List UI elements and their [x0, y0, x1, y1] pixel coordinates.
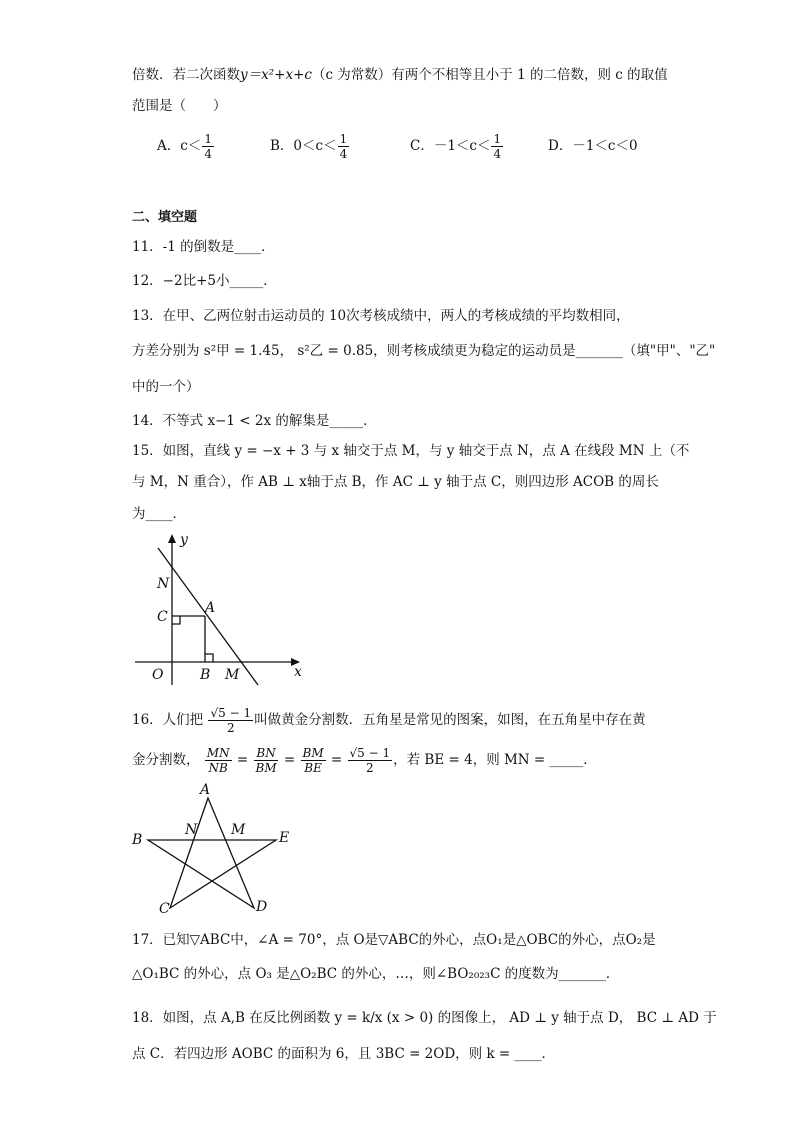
q16-line2: 金分割数， $\frac{MN}{NB}$ = $\frac{BN}{BM}$ = $\frac{BM}{BE}$ = $\frac{√5 - 1}{2}$ ，若 BE = 4，则 MN = _____．	[132, 746, 597, 775]
frac-den: BM	[255, 761, 277, 775]
q10-text-a: 倍数．若二次函数	[132, 67, 240, 83]
label-m: M	[225, 667, 240, 683]
ratio-mn-nb	[205, 746, 232, 775]
label-b: B	[200, 667, 211, 683]
q17-line1: 17．已知▽ABC中，∠A = 70°，点 O是▽ABC的外心，点O₁是△OBC的外心，点O₂是	[132, 932, 656, 948]
q10-line2: 范围是（ ）	[132, 98, 227, 114]
label-n: N	[185, 822, 198, 838]
ratio-bm-be	[301, 746, 326, 775]
q16-text-d: ，若 BE = 4，则 MN = _____．	[393, 752, 597, 768]
golden-ratio-fraction	[208, 706, 253, 735]
q10-text-b: （c 为常数）有两个不相等且小于 1 的二倍数，则 c 的取值	[311, 67, 668, 83]
option-b-label: B．0＜c＜	[270, 138, 337, 154]
ratio-golden	[348, 746, 393, 775]
frac-den: 4	[493, 147, 502, 161]
option-a-fraction	[202, 132, 214, 161]
y-arrow	[168, 534, 176, 543]
label-a: A	[200, 782, 211, 798]
q10-option-a	[157, 132, 215, 161]
q15-figure	[130, 530, 310, 690]
label-b: B	[132, 832, 143, 848]
q13-line2: 方差分别为 s²甲 = 1.45， s²乙 = 0.85，则考核成绩更为稳定的运动员是_______（填"甲"、"乙"	[132, 343, 716, 359]
q15-line3: 为____．	[132, 506, 186, 522]
q18-line2: 点 C．若四边形 AOBC 的面积为 6，且 3BC = 2OD，则 k = ____．	[132, 1046, 556, 1062]
frac-den: 4	[204, 147, 212, 161]
frac-num: 1	[204, 132, 212, 146]
q16-line1	[132, 706, 646, 735]
label-x: x	[294, 664, 302, 680]
q15-line2: 与 M，N 重合），作 AB ⊥ x轴于点 B，作 AC ⊥ y 轴于点 C，则四边形 ACOB 的周长	[132, 474, 659, 490]
frac-den: 2	[366, 761, 374, 775]
section-title: 二、填空题	[132, 210, 198, 225]
frac-num: √5 − 1	[210, 706, 252, 720]
frac-num: MN	[206, 746, 230, 760]
q13-line1: 13．在甲、乙两位射击运动员的 10次考核成绩中，两人的考核成绩的平均数相同，	[132, 308, 630, 324]
q10-equation: y＝x²+x+c	[240, 67, 312, 83]
frac-den: 2	[226, 721, 235, 735]
label-n: N	[157, 576, 170, 592]
q18-line1: 18．如图，点 A,B 在反比例函数 y = k/x (x > 0) 的图像上， AD ⊥ y 轴于点 D， BC ⊥ AD 于	[132, 1010, 717, 1026]
q17-line2: △O₁BC 的外心，点 O₃ 是△O₂BC 的外心，…，则∠BO₂₀₂₃C 的度数为_______．	[132, 966, 620, 982]
q10-option-c	[410, 132, 504, 161]
option-d-label: D．－1＜c＜0	[548, 138, 638, 154]
label-m: M	[231, 822, 246, 838]
label-e: E	[279, 830, 290, 846]
q10-option-d	[548, 137, 638, 155]
frac-den: 4	[339, 147, 348, 161]
right-angle-b	[205, 654, 213, 662]
label-o: O	[152, 667, 164, 683]
q11: 11．-1 的倒数是____．	[132, 239, 275, 255]
frac-num: 1	[493, 132, 502, 146]
frac-num: 1	[339, 132, 348, 146]
q12: 12．−2比+5小_____．	[132, 273, 277, 289]
frac-num: BN	[256, 746, 276, 760]
q16-star-figure	[130, 780, 300, 920]
q14: 14．不等式 x−1 < 2x 的解集是_____．	[132, 413, 377, 429]
option-b-fraction	[338, 132, 350, 161]
q16-text-c: 金分割数，	[132, 752, 200, 768]
frac-den: BE	[304, 761, 322, 775]
ratio-bn-bm	[254, 746, 279, 775]
q15-line1: 15．如图，直线 y = −x + 3 与 x 轴交于点 M，与 y 轴交于点 N，点 A 在线段 MN 上（不	[132, 443, 690, 459]
q16-text-a: 16．人们把	[132, 712, 204, 728]
q16-text-b: 叫做黄金分割数．五角星是常见的图案，如图，在五角星中存在黄	[254, 712, 646, 728]
q10-option-b	[270, 132, 350, 161]
option-c-fraction	[491, 132, 503, 161]
label-d: D	[256, 899, 268, 915]
frac-num: BM	[302, 746, 324, 760]
label-c: C	[159, 901, 170, 917]
q13-line3: 中的一个）	[132, 379, 200, 395]
right-angle-c	[172, 616, 180, 624]
star-outline	[148, 798, 276, 908]
option-a-label: A．c＜	[157, 138, 202, 154]
frac-num: √5 − 1	[349, 746, 391, 760]
q10-line1	[132, 66, 668, 84]
label-a: A	[205, 600, 216, 616]
frac-den: NB	[208, 761, 228, 775]
option-c-label: C．－1＜c＜	[410, 138, 491, 154]
label-y: y	[180, 532, 188, 548]
label-c: C	[157, 609, 168, 625]
